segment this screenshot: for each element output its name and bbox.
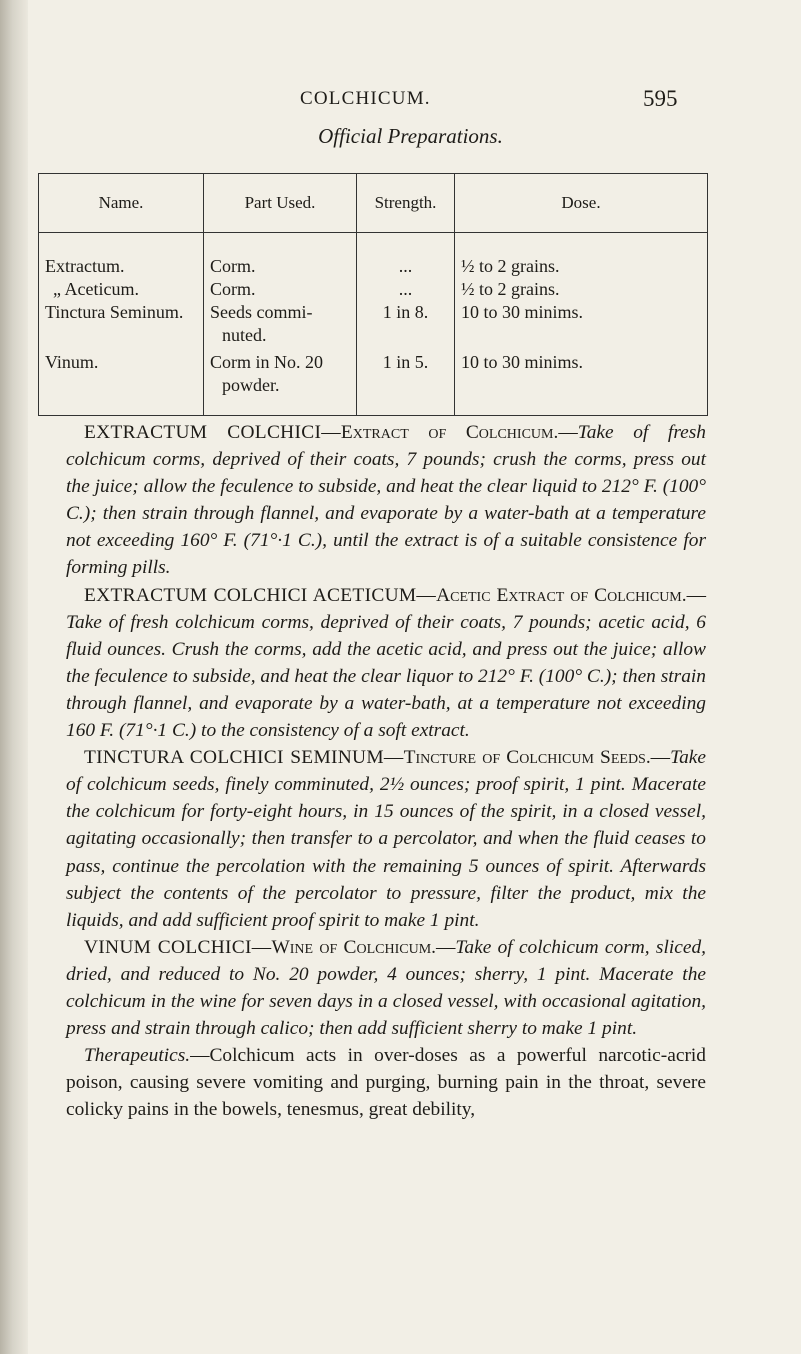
page-header bbox=[0, 88, 801, 112]
part-tinctura-line2: nuted. bbox=[222, 325, 267, 345]
entry-subheading: Extract of Colchicum.— bbox=[340, 422, 578, 443]
entry-vinum bbox=[66, 934, 706, 1042]
entry-heading: EXTRACTUM COLCHICI— bbox=[84, 422, 341, 443]
entry-subheading: Tincture of Colchicum Seeds.— bbox=[403, 747, 671, 769]
dose-tinctura: 10 to 30 minims. bbox=[461, 302, 584, 322]
column-header-dose: Dose. bbox=[455, 174, 708, 233]
strength-aceticum: ... bbox=[398, 279, 413, 299]
name-cell bbox=[39, 233, 204, 416]
column-header-name: Name. bbox=[39, 174, 204, 233]
entry-extractum bbox=[66, 419, 706, 582]
running-title: COLCHICUM. bbox=[300, 88, 431, 109]
part-vinum-line2: powder. bbox=[222, 375, 280, 395]
entry-tinctura bbox=[66, 744, 706, 934]
entry-subheading: Acetic Extract of Colchicum.— bbox=[436, 584, 706, 606]
dose-aceticum: ½ to 2 grains. bbox=[461, 279, 560, 299]
therapeutics-text: —Colchicum acts in over-doses as a powerful narcotic-acrid poison, causing severe vomiting and purging, burning pain in the throat, severe colicky pains in the bowels, tenesmus, great debility, bbox=[66, 1045, 706, 1121]
entry-subheading: Wine of Colchicum.— bbox=[271, 936, 456, 958]
name-tinctura: Tinctura Seminum. bbox=[45, 302, 184, 322]
part-vinum-line1: Corm in No. 20 bbox=[210, 352, 324, 372]
strength-tinctura: 1 in 8. bbox=[382, 302, 429, 322]
monograph-text bbox=[66, 419, 706, 1123]
entry-heading: TINCTURA COLCHICI SEMINUM— bbox=[84, 747, 404, 769]
name-aceticum: „ Aceticum. bbox=[53, 279, 139, 299]
entry-body: Take of colchicum seeds, finely comminuted, 2½ ounces; proof spirit, 1 pint. Macerate the colchicum for forty-eight hours, in 15 ounces of the spirit, in a closed vessel, agitating occasionally; then transfer to a percolator, and when the fluid ceases to pass, continue the percolation with the remaining 5 ounces of spirit. Afterwards subject the contents of the percolator to pressure, filter the product, mix the liquids, and add sufficient proof spirit to make 1 pint. bbox=[66, 747, 706, 931]
entry-extractum-aceticum bbox=[66, 582, 706, 745]
dose-cell bbox=[455, 233, 708, 416]
strength-vinum: 1 in 5. bbox=[382, 352, 429, 372]
table-header-row bbox=[39, 174, 708, 233]
table-row bbox=[39, 233, 708, 416]
therapeutics-paragraph bbox=[66, 1042, 706, 1123]
column-header-part-used: Part Used. bbox=[204, 174, 357, 233]
dose-vinum: 10 to 30 minims. bbox=[461, 352, 584, 372]
part-used-cell bbox=[204, 233, 357, 416]
entry-body: Take of fresh colchicum corms, deprived of their coats, 7 pounds; crush the corms, press out the juice; allow the feculence to subside, and heat the clear liquid to 212° F. (100° C.); then strain through flannel, and evaporate by a water-bath at a temperature not exceeding 160° F. (71°·1 C.), until the extract is of a suitable consistence for forming pills. bbox=[66, 422, 706, 579]
column-header-strength: Strength. bbox=[357, 174, 455, 233]
entry-heading: VINUM COLCHICI— bbox=[84, 936, 272, 958]
strength-extractum: ... bbox=[398, 256, 413, 276]
entry-body: Take of colchicum corm, sliced, dried, and reduced to No. 20 powder, 4 ounces; sherry, 1 pint. Macerate the colchicum in the wine for seven days in a closed vessel, with occasional agitation, press and strain through calico; then add sufficient sherry to make 1 pint. bbox=[66, 936, 706, 1040]
part-extractum: Corm. bbox=[210, 256, 256, 276]
table-caption: Official Preparations. bbox=[318, 124, 503, 148]
name-vinum: Vinum. bbox=[45, 352, 99, 372]
strength-cell bbox=[357, 233, 455, 416]
entry-body: Take of fresh colchicum corms, deprived of their coats, 7 pounds; acetic acid, 6 fluid ounces. Crush the corms, add the acetic acid, and press out the juice; allow the feculence to subside, and heat the clear liquor to 212° F. (100° C.); then strain through flannel, and evaporate by a water-bath, at a temperature not exceeding 160 F. (71°·1 C.) to the consistency of a soft extract. bbox=[66, 611, 706, 742]
part-tinctura-line1: Seeds commi- bbox=[210, 302, 313, 322]
part-aceticum: Corm. bbox=[210, 279, 256, 299]
page-gutter-shadow bbox=[0, 0, 28, 1354]
page-number: 595 bbox=[643, 86, 678, 111]
entry-heading: EXTRACTUM COLCHICI ACETICUM— bbox=[84, 584, 437, 606]
name-extractum: Extractum. bbox=[45, 256, 125, 276]
dose-extractum: ½ to 2 grains. bbox=[461, 256, 560, 276]
preparations-table bbox=[38, 173, 708, 416]
therapeutics-label: Therapeutics. bbox=[84, 1045, 191, 1067]
